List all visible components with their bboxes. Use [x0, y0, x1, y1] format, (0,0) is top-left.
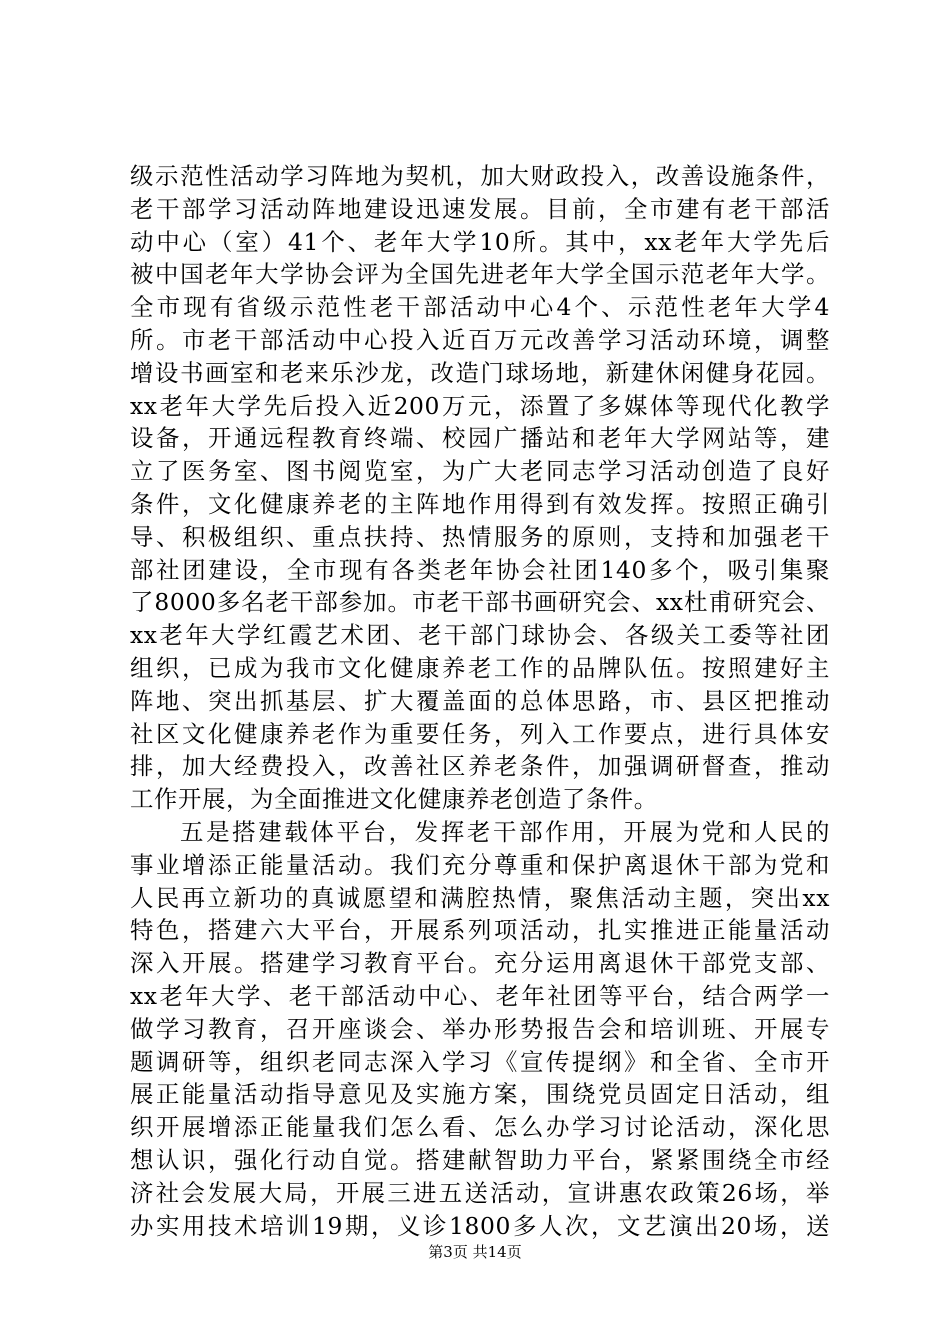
text-line: 事业增添正能量活动。我们充分尊重和保护离退休干部为党和 — [130, 850, 830, 879]
text-line: 了8000多名老干部参加。市老干部书画研究会、xx杜甫研究会、 — [130, 588, 830, 617]
text-line: xx老年大学、老干部活动中心、老年社团等平台，结合两学一 — [130, 981, 830, 1010]
text-line: 所。市老干部活动中心投入近百万元改善学习活动环境，调整 — [130, 325, 830, 354]
text-line: 条件，文化健康养老的主阵地作用得到有效发挥。按照正确引 — [130, 489, 830, 518]
text-line: 组织，已成为我市文化健康养老工作的品牌队伍。按照建好主 — [130, 653, 830, 682]
page-number: 第3页 共14页 — [428, 1243, 522, 1261]
text-line: 被中国老年大学协会评为全国先进老年大学全国示范老年大学。 — [130, 260, 830, 289]
text-line: 设备，开通远程教育终端、校园广播站和老年大学网站等，建 — [130, 424, 830, 453]
text-line: 动中心（室）41个、老年大学10所。其中，xx老年大学先后 — [130, 227, 830, 256]
text-line: 做学习教育，召开座谈会、举办形势报告会和培训班、开展专 — [130, 1014, 830, 1043]
text-line: 工作开展，为全面推进文化健康养老创造了条件。 — [130, 785, 658, 814]
text-line: 立了医务室、图书阅览室，为广大老同志学习活动创造了良好 — [130, 457, 830, 486]
text-line: 增设书画室和老来乐沙龙，改造门球场地，新建休闲健身花园。 — [130, 358, 830, 387]
text-line: 老干部学习活动阵地建设迅速发展。目前，全市建有老干部活 — [130, 194, 830, 223]
text-line: 展正能量活动指导意见及实施方案，围绕党员固定日活动，组 — [130, 1080, 830, 1109]
text-line: xx老年大学先后投入近200万元，添置了多媒体等现代化教学 — [130, 391, 830, 420]
text-line: 排，加大经费投入，改善社区养老条件，加强调研督查，推动 — [130, 752, 830, 781]
page-footer — [0, 1242, 950, 1262]
body-text — [130, 160, 830, 1242]
text-line: 级示范性活动学习阵地为契机，加大财政投入，改善设施条件， — [130, 162, 830, 190]
text-line: 全市现有省级示范性老干部活动中心4个、示范性老年大学4 — [130, 293, 830, 322]
text-line: xx老年大学红霞艺术团、老干部门球协会、各级关工委等社团 — [130, 621, 830, 650]
text-line: 织开展增添正能量我们怎么看、怎么办学习讨论活动，深化思 — [130, 1113, 830, 1142]
text-line: 导、积极组织、重点扶持、热情服务的原则，支持和加强老干 — [130, 522, 830, 551]
text-line: 部社团建设，全市现有各类老年协会社团140多个，吸引集聚 — [130, 555, 830, 584]
text-line: 想认识，强化行动自觉。搭建献智助力平台，紧紧围绕全市经 — [130, 1145, 830, 1174]
text-line: 人民再立新功的真诚愿望和满腔热情，聚焦活动主题，突出xx — [130, 883, 830, 912]
text-line: 办实用技术培训19期，义诊1800多人次，文艺演出20场，送 — [130, 1211, 830, 1240]
paragraph-start-line: 五是搭建载体平台，发挥老干部作用，开展为党和人民的 — [180, 817, 830, 846]
text-line: 社区文化健康养老作为重要任务，列入工作要点，进行具体安 — [130, 719, 830, 748]
text-line: 深入开展。搭建学习教育平台。充分运用离退休干部党支部、 — [130, 949, 830, 978]
text-line: 题调研等，组织老同志深入学习《宣传提纲》和全省、全市开 — [130, 1047, 830, 1076]
text-line: 特色，搭建六大平台，开展系列项活动，扎实推进正能量活动 — [130, 916, 830, 945]
text-line: 阵地、突出抓基层、扩大覆盖面的总体思路，市、县区把推动 — [130, 686, 830, 715]
text-line: 济社会发展大局，开展三进五送活动，宣讲惠农政策26场，举 — [130, 1178, 830, 1207]
